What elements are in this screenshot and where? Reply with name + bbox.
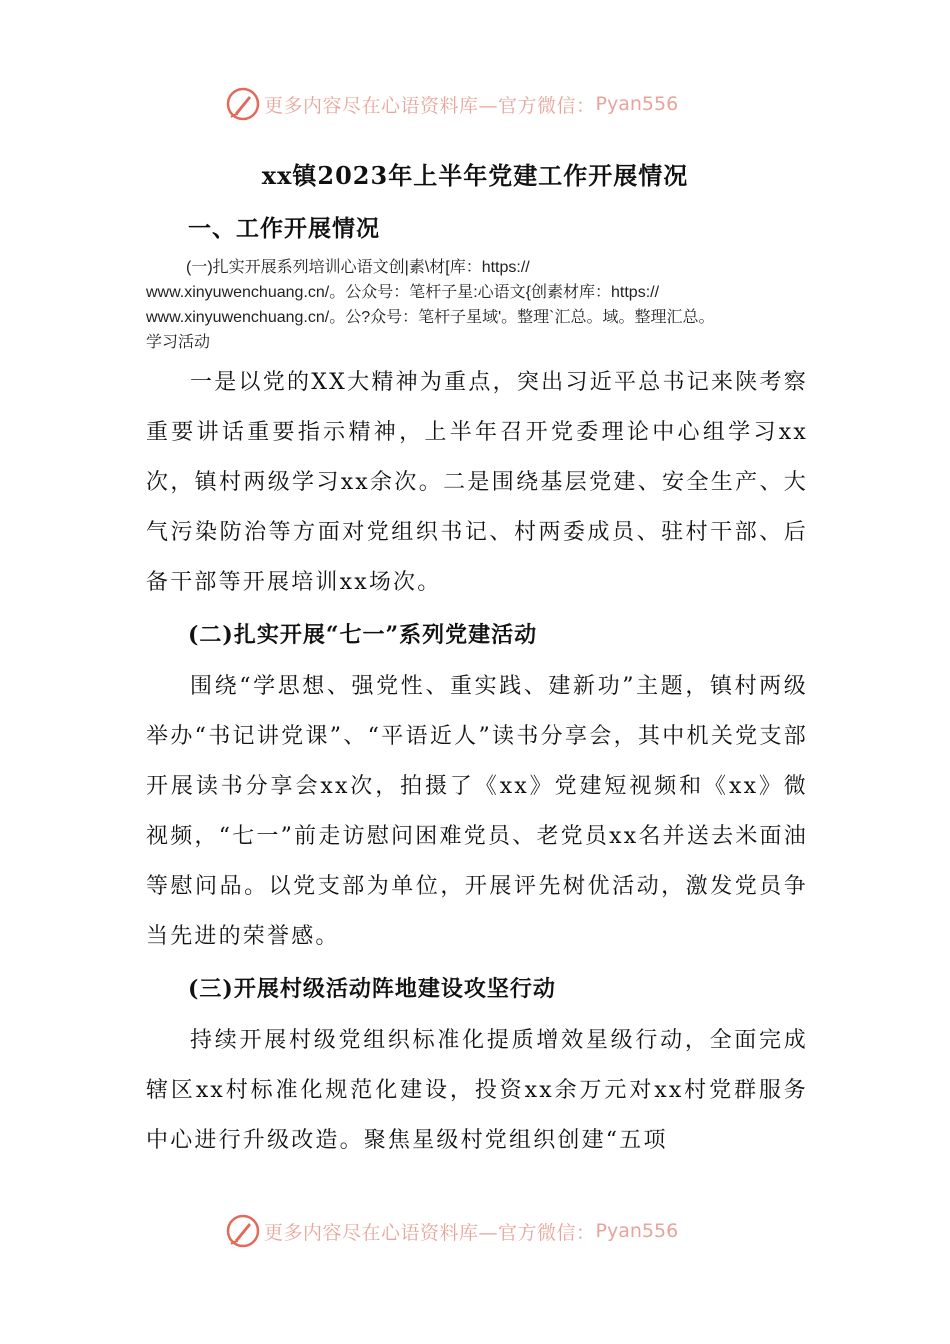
section-1-paragraph: 一是以党的XX大精神为重点，突出习近平总书记来陕考察重要讲话重要指示精神，上半年召开党委理论中心组学习xx次，镇村两级学习xx余次。二是围绕基层党建、安全生产、大气污染防治等方面对党组织书记、村两委成员、驻村干部、后备干部等开展培训xx场次。	[146, 370, 808, 595]
subheading-1-line-3: www.xinyuwenchuang.cn/。公?众号：笔杆子星域'。整理`汇总。域。整理汇总。	[146, 309, 715, 326]
subheading-1-line-1: (一)扎实开展系列培训心语文创|素\材[库：https://	[186, 259, 530, 276]
subheading-1-block	[146, 255, 816, 355]
subheading-1-line-2: www.xinyuwenchuang.cn/。公众号：笔杆子星:心语文{创素材库：https://	[146, 284, 660, 301]
subheading-1-line-4: 学习活动	[146, 334, 211, 351]
quill-pen-icon	[226, 1214, 260, 1248]
section-heading-2: (二)扎实开展“七一”系列党建活动	[188, 622, 538, 648]
footer-watermark-banner	[226, 1211, 746, 1251]
banner-text: 更多内容尽在心语资料库—官方微信：	[264, 1221, 596, 1244]
banner-wechat-id: Pyan556	[595, 93, 679, 115]
header-watermark-banner	[226, 84, 746, 124]
banner-wechat-id: Pyan556	[595, 1220, 679, 1242]
banner-text: 更多内容尽在心语资料库—官方微信：	[264, 94, 596, 117]
section-heading-3: (三)开展村级活动阵地建设攻坚行动	[188, 976, 556, 1002]
quill-pen-icon	[226, 87, 260, 121]
section-3-paragraph: 持续开展村级党组织标准化提质增效星级行动，全面完成辖区xx村标准化规范化建设，投资xx余万元对xx村党群服务中心进行升级改造。聚焦星级村党组织创建“五项	[146, 1028, 808, 1153]
document-title: xx镇2023年上半年党建工作开展情况	[261, 161, 689, 190]
section-2-paragraph: 围绕“学思想、强党性、重实践、建新功”主题，镇村两级举办“书记讲党课”、“平语近人”读书分享会，其中机关党支部开展读书分享会xx次，拍摄了《xx》党建短视频和《xx》微视频，“七一”前走访慰问困难党员、老党员xx名并送去米面油等慰问品。以党支部为单位，开展评先树优活动，激发党员争当先进的荣誉感。	[146, 674, 808, 949]
section-heading-1: 一、工作开展情况	[188, 215, 380, 242]
